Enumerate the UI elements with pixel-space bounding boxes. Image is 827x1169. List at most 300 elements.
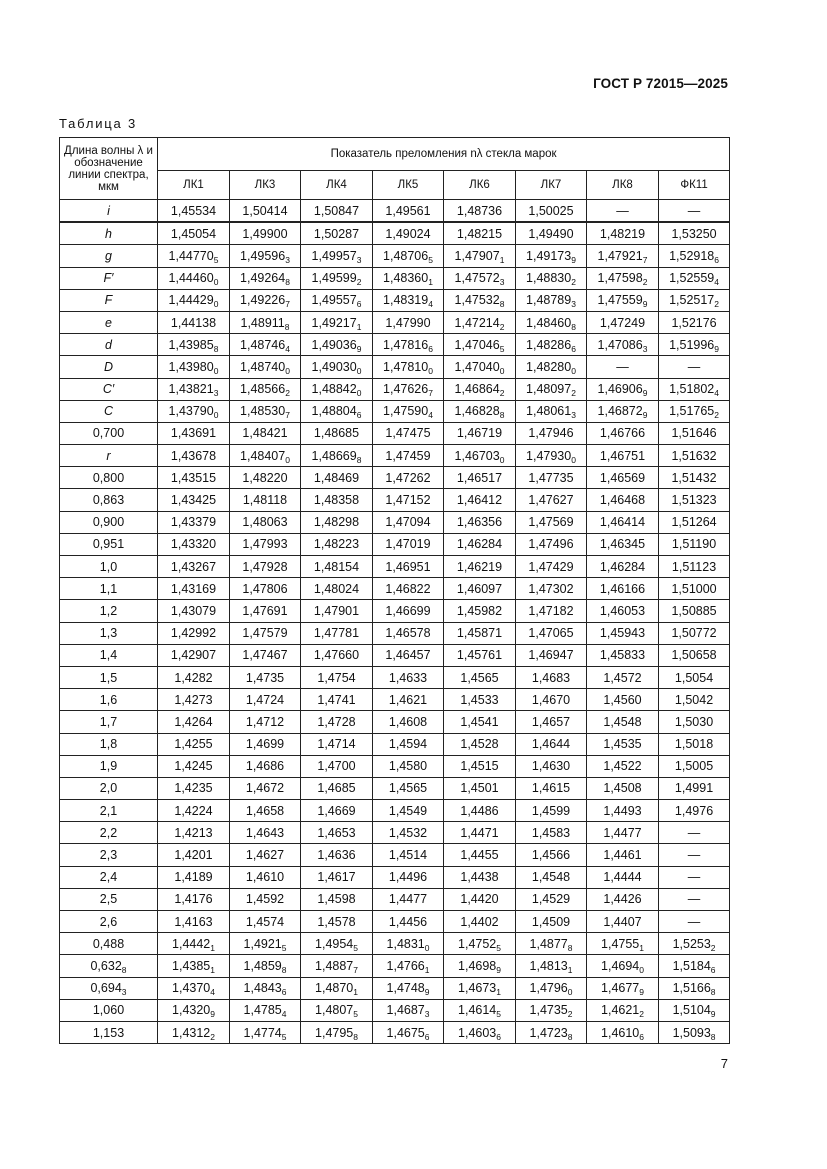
refractive-index-cell <box>587 866 659 888</box>
refractive-index-cell <box>230 933 301 955</box>
refractive-index-cell <box>659 977 730 999</box>
refractive-index-subscript-digit: 5 <box>499 343 505 354</box>
refractive-index-value: 1,42907 <box>170 648 217 663</box>
refractive-index-cell <box>587 600 659 622</box>
refractive-index-cell <box>373 888 444 910</box>
refractive-index-cell <box>158 733 230 755</box>
refractive-index-cell <box>230 977 301 999</box>
refractive-index-cell <box>587 378 659 400</box>
refractive-index-subscript-digit: 1 <box>424 964 430 975</box>
refractive-index-cell <box>587 888 659 910</box>
refractive-index-value: 1,47040 <box>454 359 500 374</box>
refractive-index-cell <box>158 378 230 400</box>
refractive-index-value: — <box>687 914 701 929</box>
refractive-index-cell <box>587 400 659 422</box>
wavelength-value: 1,8 <box>99 737 118 752</box>
refractive-index-cell <box>444 511 516 533</box>
refractive-index-cell <box>158 245 230 267</box>
refractive-index-value: 1,47214 <box>454 315 500 330</box>
wavelength-value: F′ <box>103 271 114 286</box>
table-body <box>60 200 730 1044</box>
refractive-index-cell <box>587 311 659 333</box>
refractive-index-subscript-digit: 1 <box>210 964 215 975</box>
refractive-index-cell <box>659 733 730 755</box>
wavelength-cell <box>60 666 158 688</box>
refractive-index-value: 1,4477 <box>603 825 642 840</box>
refractive-index-cell <box>373 644 444 666</box>
refractive-index-value: 1,4578 <box>317 914 356 929</box>
refractive-index-value: 1,51765 <box>669 404 715 419</box>
glass-grade-header-row <box>60 171 730 200</box>
refractive-index-cell <box>230 666 301 688</box>
refractive-index-value: 1,4807 <box>315 1003 354 1018</box>
refractive-index-cell <box>444 578 516 600</box>
refractive-index-cell <box>659 933 730 955</box>
refractive-index-value: 1,45871 <box>456 626 503 641</box>
refractive-index-cell <box>659 289 730 311</box>
refractive-index-value: 1,46569 <box>599 470 646 485</box>
refractive-index-cell <box>373 378 444 400</box>
refractive-index-subscript-digit: 8 <box>710 987 716 998</box>
refractive-index-cell <box>301 644 373 666</box>
refractive-index-value: 1,47302 <box>528 581 574 596</box>
refractive-index-cell <box>659 400 730 422</box>
refractive-index-cell <box>587 622 659 644</box>
refractive-index-cell <box>158 422 230 444</box>
refractive-index-value: 1,47249 <box>599 315 646 330</box>
refractive-index-value: 1,5054 <box>674 670 714 685</box>
refractive-index-cell <box>587 334 659 356</box>
refractive-index-cell <box>301 977 373 999</box>
refractive-index-value: 1,4224 <box>174 803 213 818</box>
refractive-index-cell <box>301 245 373 267</box>
table-row <box>60 200 730 223</box>
wavelength-cell <box>60 844 158 866</box>
refractive-index-cell <box>373 422 444 444</box>
refractive-index-value: 1,46166 <box>599 581 646 596</box>
refractive-index-value: 1,4741 <box>317 692 356 707</box>
refractive-index-value: 1,46703 <box>454 448 500 463</box>
refractive-index-cell <box>230 711 301 733</box>
refractive-index-subscript-digit: 5 <box>281 942 287 953</box>
refractive-index-cell <box>587 511 659 533</box>
wavelength-cell <box>60 733 158 755</box>
refractive-index-value: 1,4698 <box>458 958 497 973</box>
refractive-index-value: 1,49264 <box>240 271 286 286</box>
refractive-index-value: 1,4455 <box>460 848 499 863</box>
refractive-index-value: 1,4877 <box>529 936 568 951</box>
refractive-index-value: — <box>687 359 701 374</box>
refractive-index-subscript-digit: 2 <box>714 299 719 310</box>
refractive-index-cell <box>444 289 516 311</box>
refractive-index-subscript-digit: 1 <box>356 321 362 332</box>
refractive-index-value: 1,48530 <box>240 404 286 419</box>
wavelength-value: 1,3 <box>99 626 118 641</box>
refractive-index-value: 1,42992 <box>170 626 217 641</box>
refractive-index-value: 1,49900 <box>242 226 288 241</box>
wavelength-cell <box>60 445 158 467</box>
refractive-index-cell <box>230 378 301 400</box>
refractive-index-subscript-digit: 7 <box>285 299 290 310</box>
refractive-index-cell <box>444 733 516 755</box>
refractive-index-value: 1,46906 <box>597 382 643 397</box>
refractive-index-value: 1,47627 <box>528 493 574 508</box>
refractive-index-cell <box>158 911 230 933</box>
refractive-index-value: 1,4486 <box>460 803 499 818</box>
refractive-index-subscript-digit: 0 <box>571 454 576 465</box>
wavelength-cell <box>60 711 158 733</box>
refractive-index-cell <box>587 800 659 822</box>
refractive-index-value: 1,4515 <box>460 759 499 774</box>
refractive-index-cell <box>516 445 587 467</box>
refractive-index-value: 1,4610 <box>601 1025 640 1040</box>
refractive-index-value: 1,48804 <box>311 404 357 419</box>
refractive-index-subscript-digit: 2 <box>210 1031 215 1042</box>
refractive-index-value: 1,45534 <box>170 203 217 218</box>
refractive-index-cell <box>444 378 516 400</box>
refractive-index-cell <box>444 999 516 1021</box>
refractive-index-cell <box>230 600 301 622</box>
refractive-index-value: 1,5166 <box>672 981 711 996</box>
refractive-index-subscript-digit: 2 <box>571 277 576 288</box>
refractive-index-subscript-digit: 1 <box>496 987 501 998</box>
refractive-index-value: 1,47990 <box>385 315 431 330</box>
refractive-index-cell <box>516 200 587 223</box>
refractive-index-cell <box>516 933 587 955</box>
refractive-index-value: 1,47569 <box>528 515 574 530</box>
wavelength-cell <box>60 334 158 356</box>
refractive-index-cell <box>373 800 444 822</box>
refractive-index-cell <box>587 844 659 866</box>
refractive-index-value: 1,48566 <box>240 382 286 397</box>
refractive-index-cell <box>659 822 730 844</box>
refractive-index-subscript-digit: 8 <box>353 1031 358 1042</box>
refractive-index-cell <box>158 888 230 910</box>
refractive-index-cell <box>444 556 516 578</box>
refractive-index-value: 1,4493 <box>603 803 642 818</box>
refractive-index-value: 1,48740 <box>240 359 286 374</box>
refractive-index-cell <box>373 356 444 378</box>
glass-grade-header: ЛК5 <box>373 171 444 200</box>
refractive-index-cell <box>444 777 516 799</box>
refractive-index-cell <box>444 222 516 245</box>
refractive-index-cell <box>659 511 730 533</box>
refractive-index-value: 1,51432 <box>671 470 717 485</box>
refractive-index-subscript-digit: 9 <box>210 1009 215 1020</box>
refractive-index-value: 1,4213 <box>174 825 213 840</box>
refractive-index-subscript-digit: 8 <box>567 942 573 953</box>
table-row <box>60 267 730 289</box>
refractive-index-cell <box>158 578 230 600</box>
refractive-index-value: 1,4509 <box>531 914 571 929</box>
refractive-index-subscript-digit: 1 <box>353 987 358 998</box>
refractive-index-value: 1,52176 <box>671 315 717 330</box>
refractive-index-cell <box>659 222 730 245</box>
refractive-index-cell <box>659 600 730 622</box>
refractive-index-value: 1,4598 <box>317 892 356 907</box>
refractive-index-cell <box>301 222 373 245</box>
refractive-index-cell <box>444 356 516 378</box>
wavelength-cell <box>60 777 158 799</box>
refractive-index-value: 1,4694 <box>601 958 640 973</box>
wavelength-cell <box>60 311 158 333</box>
wavelength-cell <box>60 933 158 955</box>
refractive-index-cell <box>230 689 301 711</box>
refractive-index-cell <box>587 533 659 555</box>
refractive-index-value: 1,4548 <box>603 714 642 729</box>
glass-grade-header: ФК11 <box>659 171 730 200</box>
refractive-index-cell <box>158 200 230 223</box>
refractive-index-subscript-digit: 6 <box>571 343 576 354</box>
refractive-index-value: 1,48469 <box>313 470 360 485</box>
table-row <box>60 666 730 688</box>
wavelength-value: 1,153 <box>92 1025 125 1040</box>
refractive-index-value: 1,46284 <box>599 559 646 574</box>
wavelength-value: i <box>107 203 110 218</box>
refractive-index-value: 1,46864 <box>454 382 500 397</box>
refractive-index-cell <box>659 777 730 799</box>
refractive-index-cell <box>301 467 373 489</box>
refractive-index-cell <box>301 378 373 400</box>
refractive-index-cell <box>373 467 444 489</box>
refractive-index-cell <box>373 400 444 422</box>
refractive-index-cell <box>230 556 301 578</box>
refractive-index-cell <box>230 267 301 289</box>
refractive-index-cell <box>587 977 659 999</box>
refractive-index-cell <box>516 999 587 1021</box>
refractive-index-value: 1,47626 <box>383 382 429 397</box>
refractive-index-cell <box>659 334 730 356</box>
table-row <box>60 800 730 822</box>
refractive-index-value: 1,5253 <box>672 936 711 951</box>
refractive-index-subscript-digit: 9 <box>424 987 430 998</box>
refractive-index-value: 1,4685 <box>317 781 356 796</box>
refractive-index-value: 1,47579 <box>242 626 288 641</box>
refractive-index-value: 1,51000 <box>671 581 717 596</box>
refractive-index-subscript-digit: 3 <box>285 254 290 265</box>
refractive-index-value: 1,4643 <box>245 825 285 840</box>
refractive-index-value: 1,4264 <box>174 714 213 729</box>
refractive-index-value: 1,4592 <box>245 892 285 907</box>
refractive-index-cell <box>158 999 230 1021</box>
refractive-index-value: 1,4580 <box>388 759 428 774</box>
refractive-index-cell <box>301 445 373 467</box>
refractive-index-cell <box>659 999 730 1021</box>
refractive-index-subscript-digit: 8 <box>213 343 219 354</box>
refractive-index-value: 1,48358 <box>313 493 360 508</box>
refractive-index-cell <box>373 600 444 622</box>
table-row <box>60 866 730 888</box>
refractive-index-cell <box>516 245 587 267</box>
refractive-index-cell <box>301 289 373 311</box>
wavelength-subscript-digit: 3 <box>121 987 127 998</box>
refractive-index-subscript-digit: 9 <box>496 964 501 975</box>
refractive-index-cell <box>158 800 230 822</box>
refractive-index-subscript-digit: 6 <box>356 299 362 310</box>
refractive-index-subscript-digit: 2 <box>285 388 290 399</box>
refractive-index-cell <box>444 711 516 733</box>
refractive-index-cell <box>444 267 516 289</box>
refractive-index-value: 1,46947 <box>528 648 574 663</box>
wavelength-value: 2,2 <box>99 825 118 840</box>
refractive-index-cell <box>659 644 730 666</box>
refractive-index-value: 1,4608 <box>388 714 428 729</box>
refractive-index-value: 1,48842 <box>311 382 357 397</box>
refractive-index-value: 1,46751 <box>599 448 646 463</box>
refractive-index-value: 1,43515 <box>170 470 217 485</box>
refractive-index-value: 1,4723 <box>529 1025 568 1040</box>
refractive-index-cell <box>444 822 516 844</box>
refractive-index-cell <box>587 711 659 733</box>
refractive-index-cell <box>301 578 373 600</box>
refractive-index-cell <box>516 911 587 933</box>
refractive-index-cell <box>516 622 587 644</box>
refractive-index-subscript-digit: 2 <box>499 321 505 332</box>
refractive-index-value: — <box>687 825 701 840</box>
refractive-index-subscript-digit: 5 <box>496 942 501 953</box>
refractive-index-cell <box>587 822 659 844</box>
refractive-index-cell <box>230 356 301 378</box>
refractive-index-value: 1,46719 <box>456 426 503 441</box>
glass-grade-header: ЛК1 <box>158 171 230 200</box>
wavelength-cell <box>60 378 158 400</box>
refractive-index-value: 1,4496 <box>388 870 428 885</box>
refractive-index-value: 1,4273 <box>174 692 213 707</box>
refractive-index-value: 1,4312 <box>172 1025 211 1040</box>
refractive-index-value: 1,4583 <box>531 825 571 840</box>
refractive-index-subscript-digit: 3 <box>356 254 362 265</box>
wavelength-cell <box>60 400 158 422</box>
refractive-index-cell <box>301 822 373 844</box>
refractive-index-subscript-digit: 7 <box>428 388 433 399</box>
refractive-index-cell <box>659 245 730 267</box>
refractive-index-subscript-digit: 8 <box>356 454 362 465</box>
refractive-index-subscript-digit: 2 <box>639 1009 644 1020</box>
refractive-index-value: 1,4887 <box>315 958 354 973</box>
table-row <box>60 888 730 910</box>
refractive-index-value: 1,48298 <box>313 515 360 530</box>
refractive-index-cell <box>373 556 444 578</box>
wavelength-cell <box>60 511 158 533</box>
refractive-index-cell <box>158 844 230 866</box>
refractive-index-cell <box>516 844 587 866</box>
standard-code: ГОСТ Р 72015—2025 <box>593 76 728 91</box>
refractive-index-value: 1,46356 <box>456 515 503 530</box>
wavelength-cell <box>60 955 158 977</box>
refractive-index-cell <box>516 267 587 289</box>
refractive-index-value: 1,47094 <box>385 515 431 530</box>
refractive-index-value: 1,49036 <box>311 337 357 352</box>
refractive-index-cell <box>301 1021 373 1043</box>
refractive-index-cell <box>659 666 730 688</box>
refractive-index-value: 1,4870 <box>315 981 354 996</box>
refractive-index-cell <box>373 245 444 267</box>
refractive-index-value: 1,47046 <box>454 337 500 352</box>
refractive-index-value: 1,4657 <box>531 714 571 729</box>
refractive-index-cell <box>158 689 230 711</box>
refractive-index-value: 1,43079 <box>170 603 217 618</box>
refractive-index-subscript-digit: 1 <box>210 942 215 953</box>
refractive-index-cell <box>516 289 587 311</box>
refractive-index-value: 1,44770 <box>168 248 214 263</box>
table-row <box>60 511 730 533</box>
refractive-index-cell <box>516 222 587 245</box>
refractive-index-value: 1,4245 <box>174 759 213 774</box>
wavelength-subscript-digit: 8 <box>121 964 127 975</box>
refractive-index-value: 1,4954 <box>315 936 354 951</box>
refractive-index-value: 1,47572 <box>454 271 500 286</box>
refractive-index-cell <box>659 489 730 511</box>
refractive-index-value: 1,4796 <box>529 981 568 996</box>
refractive-index-value: 1,4471 <box>460 825 499 840</box>
refractive-index-subscript-digit: 0 <box>213 277 219 288</box>
refractive-index-cell <box>158 1021 230 1043</box>
refractive-index-cell <box>158 511 230 533</box>
refractive-index-value: 1,46951 <box>385 559 431 574</box>
refractive-index-subscript-digit: 6 <box>424 1031 430 1042</box>
wavelength-value: 0,951 <box>92 537 125 552</box>
refractive-index-value: 1,49557 <box>311 293 357 308</box>
refractive-index-cell <box>444 311 516 333</box>
refractive-index-value: 1,49024 <box>385 226 431 241</box>
wavelength-cell <box>60 200 158 223</box>
refractive-index-value: 1,48360 <box>383 271 429 286</box>
refractive-index-subscript-digit: 2 <box>567 1009 573 1020</box>
wavelength-cell <box>60 267 158 289</box>
refractive-index-subscript-digit: 0 <box>356 388 362 399</box>
wavelength-column-header: Длина волны λ и обозначение линии спектра, мкм <box>60 138 158 200</box>
refractive-index-value: 1,4514 <box>388 848 428 863</box>
refractive-index-cell <box>373 445 444 467</box>
refractive-index-cell <box>659 578 730 600</box>
refractive-index-cell <box>373 200 444 223</box>
refractive-index-subscript-digit: 6 <box>714 254 719 265</box>
refractive-index-value: 1,46412 <box>456 493 503 508</box>
refractive-index-cell <box>587 933 659 955</box>
refractive-index-subscript-digit: 4 <box>714 277 719 288</box>
refractive-index-value: 1,4831 <box>386 936 425 951</box>
refractive-index-cell <box>158 489 230 511</box>
refractive-index-cell <box>301 511 373 533</box>
refractive-index-cell <box>373 711 444 733</box>
refractive-index-cell <box>587 200 659 223</box>
refractive-index-cell <box>373 289 444 311</box>
table-row <box>60 489 730 511</box>
refractive-index-value: 1,4614 <box>458 1003 497 1018</box>
refractive-index-cell <box>516 800 587 822</box>
table-row <box>60 777 730 799</box>
refractive-index-value: 1,46822 <box>385 581 431 596</box>
refractive-index-value: 1,4235 <box>174 781 213 796</box>
refractive-index-value: 1,48097 <box>526 382 572 397</box>
refractive-index-value: 1,4630 <box>531 759 571 774</box>
refractive-index-cell <box>373 955 444 977</box>
refractive-index-value: 1,50847 <box>313 203 360 218</box>
refractive-index-cell <box>158 977 230 999</box>
refractive-index-subscript-digit: 1 <box>428 277 433 288</box>
refractive-index-cell <box>158 755 230 777</box>
refractive-index-value: 1,48219 <box>599 226 646 241</box>
wavelength-cell <box>60 600 158 622</box>
refractive-index-cell <box>230 445 301 467</box>
refractive-index-cell <box>373 933 444 955</box>
refractive-index-value: 1,4813 <box>529 958 568 973</box>
refractive-index-cell <box>516 689 587 711</box>
refractive-index-value: — <box>687 892 701 907</box>
refractive-index-value: 1,53250 <box>671 226 717 241</box>
refractive-index-cell <box>444 400 516 422</box>
refractive-index-value: 1,4714 <box>317 737 356 752</box>
